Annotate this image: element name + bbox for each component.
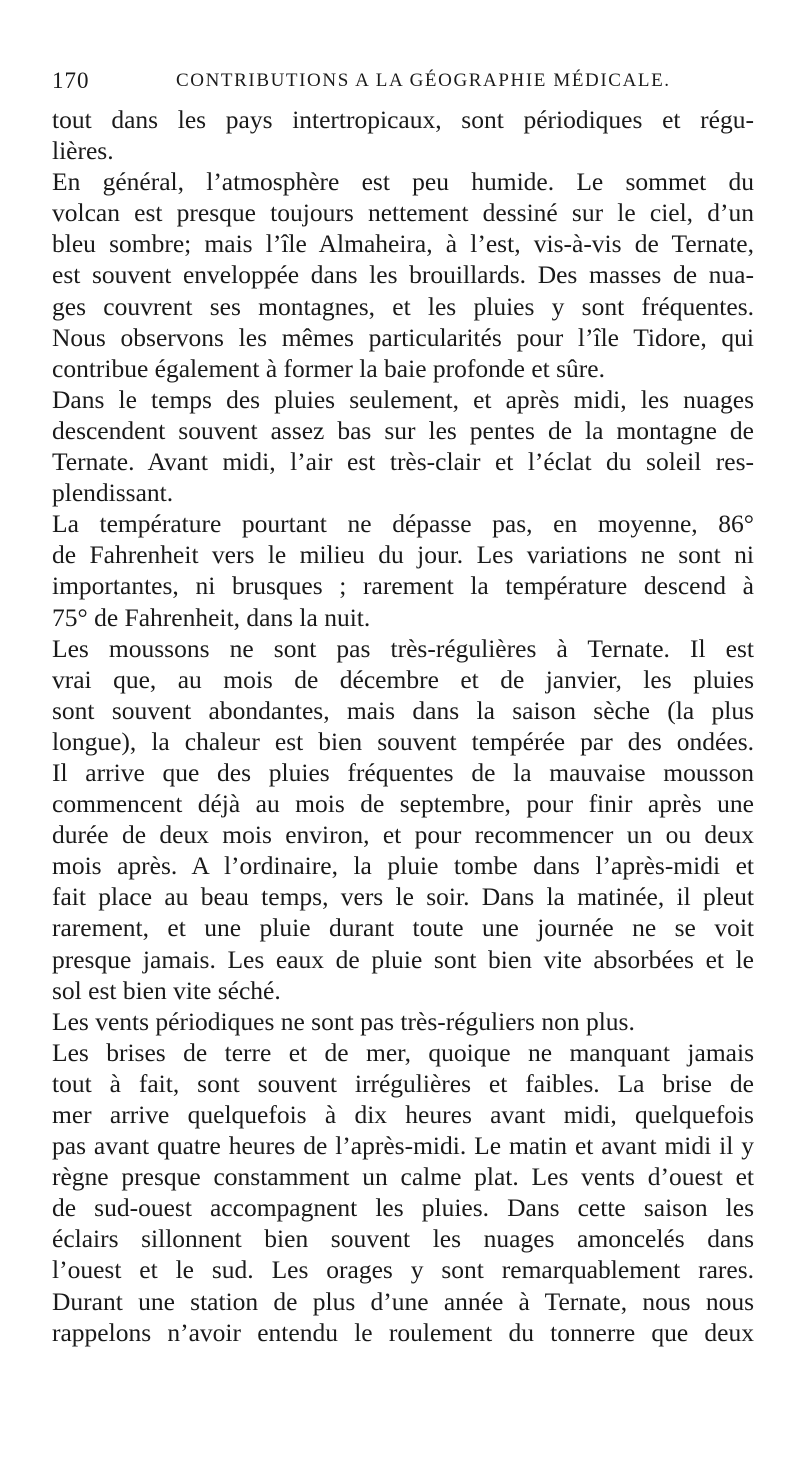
body-text xyxy=(52,104,754,1348)
text-line: La température pourtant ne dépasse pas, en moyenne, 86° xyxy=(52,509,754,539)
text-line: fait place au beau temps, vers le soir. Dans la matinée, il pleut xyxy=(52,882,754,912)
text-line: Nous observons les mêmes particularités pour l’île Tidore, qui xyxy=(52,322,754,352)
text-line: Les vents périodiques ne sont pas très-réguliers non plus. xyxy=(52,1006,635,1036)
text-line: vrai que, au mois de décembre et de janvier, les pluies xyxy=(52,664,754,694)
text-line: volcan est presque toujours nettement dessiné sur le ciel, d’un xyxy=(52,198,754,228)
text-line: longue), la chaleur est bien souvent tempérée par des ondées. xyxy=(52,726,754,756)
text-line: contribue également à former la baie profonde et sûre. xyxy=(52,353,605,383)
text-line: tout dans les pays intertropicaux, sont périodiques et régu- xyxy=(52,105,754,134)
text-line: Les brises de terre et de mer, quoique ne manquant jamais xyxy=(52,1037,754,1067)
text-line: Ternate. Avant midi, l’air est très-clair et l’éclat du soleil res- xyxy=(52,447,754,477)
text-line: plendissant. xyxy=(52,478,174,508)
text-line: l’ouest et le sud. Les orages y sont remarquablement rares. xyxy=(52,1255,754,1285)
text-line: ges couvrent ses montagnes, et les pluies y sont fréquentes. xyxy=(52,291,754,321)
page-header xyxy=(52,68,750,98)
text-line: 75° de Fahrenheit, dans la nuit. xyxy=(52,602,371,632)
text-line: est souvent enveloppée dans les brouillards. Des masses de nua- xyxy=(52,260,754,290)
text-line: Il arrive que des pluies fréquentes de la mauvaise mousson xyxy=(52,757,754,787)
text-line: durée de deux mois environ, et pour recommencer un ou deux xyxy=(52,820,754,850)
text-line: pas avant quatre heures de l’après-midi. Le matin et avant midi il y xyxy=(52,1131,754,1161)
text-line: mois après. A l’ordinaire, la pluie tombe dans l’après-midi et xyxy=(52,851,754,881)
text-line: presque jamais. Les eaux de pluie sont bien vite absorbées et le xyxy=(52,944,754,974)
text-line: lières. xyxy=(52,136,114,166)
text-line: de sud-ouest accompagnent les pluies. Dans cette saison les xyxy=(52,1193,754,1223)
text-line: sol est bien vite séché. xyxy=(52,975,281,1005)
text-line: importantes, ni brusques ; rarement la température descend à xyxy=(52,571,754,601)
text-line: descendent souvent assez bas sur les pentes de la montagne de xyxy=(52,415,754,445)
running-title: CONTRIBUTIONS A LA GÉOGRAPHIE MÉDICALE. xyxy=(176,70,671,91)
text-line: de Fahrenheit vers le milieu du jour. Les variations ne sont ni xyxy=(52,540,754,570)
text-line: règne presque constamment un calme plat. Les vents d’ouest et xyxy=(52,1162,754,1192)
text-line: bleu sombre; mais l’île Almaheira, à l’est, vis-à-vis de Ternate, xyxy=(52,229,754,259)
text-line: tout à fait, sont souvent irrégulières et faibles. La brise de xyxy=(52,1068,754,1098)
text-line: Les moussons ne sont pas très-régulières à Ternate. Il est xyxy=(52,633,754,663)
text-line: Dans le temps des pluies seulement, et après midi, les nuages xyxy=(52,384,754,414)
text-line: éclairs sillonnent bien souvent les nuages amoncelés dans xyxy=(52,1224,754,1254)
text-line: Durant une station de plus d’une année à Ternate, nous nous xyxy=(52,1286,754,1316)
text-line: En général, l’atmosphère est peu humide. Le sommet du xyxy=(52,167,754,197)
text-line: commencent déjà au mois de septembre, pour finir après une xyxy=(52,789,754,819)
text-line: rarement, et une pluie durant toute une journée ne se voit xyxy=(52,913,754,943)
page-number: 170 xyxy=(52,68,90,93)
text-line: rappelons n’avoir entendu le roulement du tonnerre que deux xyxy=(52,1317,754,1347)
text-line: sont souvent abondantes, mais dans la saison sèche (la plus xyxy=(52,695,754,725)
text-line: mer arrive quelquefois à dix heures avant midi, quelquefois xyxy=(52,1100,754,1129)
